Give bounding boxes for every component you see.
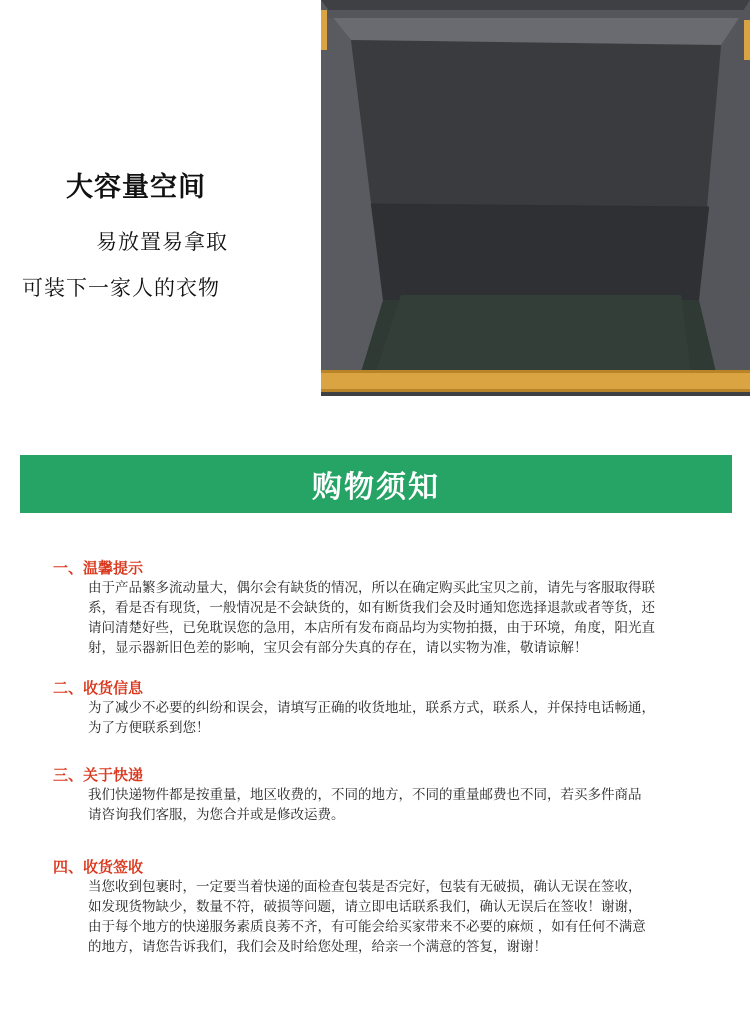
body-line: 由于产品繁多流动量大，偶尔会有缺货的情况，所以在确定购买此宝贝之前，请先与客服取得联 [88, 580, 655, 596]
section-body [88, 698, 703, 738]
body-line: 如发现货物缺少，数量不符，破损等问题，请立即电话联系我们，确认无误后在签收！谢谢， [88, 899, 642, 915]
banner-title: 购物须知 [312, 470, 440, 505]
body-line: 当您收到包裹时，一定要当着快递的面检查包装是否完好，包装有无破损，确认无误在签收， [88, 879, 642, 895]
body-line: 由于每个地方的快递服务素质良莠不齐，有可能会给买家带来不必要的麻烦 ，如有任何不满意 [88, 919, 646, 935]
feature-line-easy-access: 易放置易拿取 [96, 230, 228, 254]
section-heading: 二、收货信息 [53, 679, 144, 697]
body-line: 射，显示器新旧色差的影响，宝贝会有部分失真的存在，请以实物为准，敬请谅解！ [88, 640, 588, 656]
feature-title: 大容量空间 [66, 172, 206, 203]
section-body [88, 877, 703, 957]
body-line: 为了方便联系到您！ [88, 720, 210, 736]
notice-section-delivery-info [53, 678, 703, 738]
body-line: 系，看是否有现货，一般情况是不会缺货的，如有断货我们会及时通知您选择退款或者等货，还 [88, 600, 655, 616]
notice-section-receipt [53, 857, 703, 957]
section-heading: 一、温馨提示 [53, 559, 144, 577]
section-heading: 三、关于快递 [53, 766, 144, 784]
section-body [88, 578, 703, 658]
laundry-basket-interior-photo [321, 0, 750, 396]
section-heading: 四、收货签收 [53, 858, 144, 876]
body-line: 请问清楚好些，已免耽误您的急用，本店所有发布商品均为实物拍摄，由于环境，角度，阳光直 [88, 620, 655, 636]
body-line: 的地方，请您告诉我们，我们会及时给您处理，给亲一个满意的答复，谢谢！ [88, 939, 547, 955]
body-line: 请咨询我们客服，为您合并或是修改运费。 [88, 807, 345, 823]
section-body [88, 785, 703, 825]
shopping-notice-banner [20, 455, 732, 513]
body-line: 为了减少不必要的纠纷和误会，请填写正确的收货地址，联系方式，联系人，并保持电话畅通， [88, 700, 655, 716]
body-line: 我们快递物件都是按重量，地区收费的，不同的地方，不同的重量邮费也不同，若买多件商品 [88, 787, 642, 803]
notice-section-warm-tips [53, 558, 703, 658]
feature-line-capacity: 可装下一家人的衣物 [22, 276, 220, 300]
product-feature-section [0, 0, 750, 400]
notice-section-shipping [53, 765, 703, 825]
